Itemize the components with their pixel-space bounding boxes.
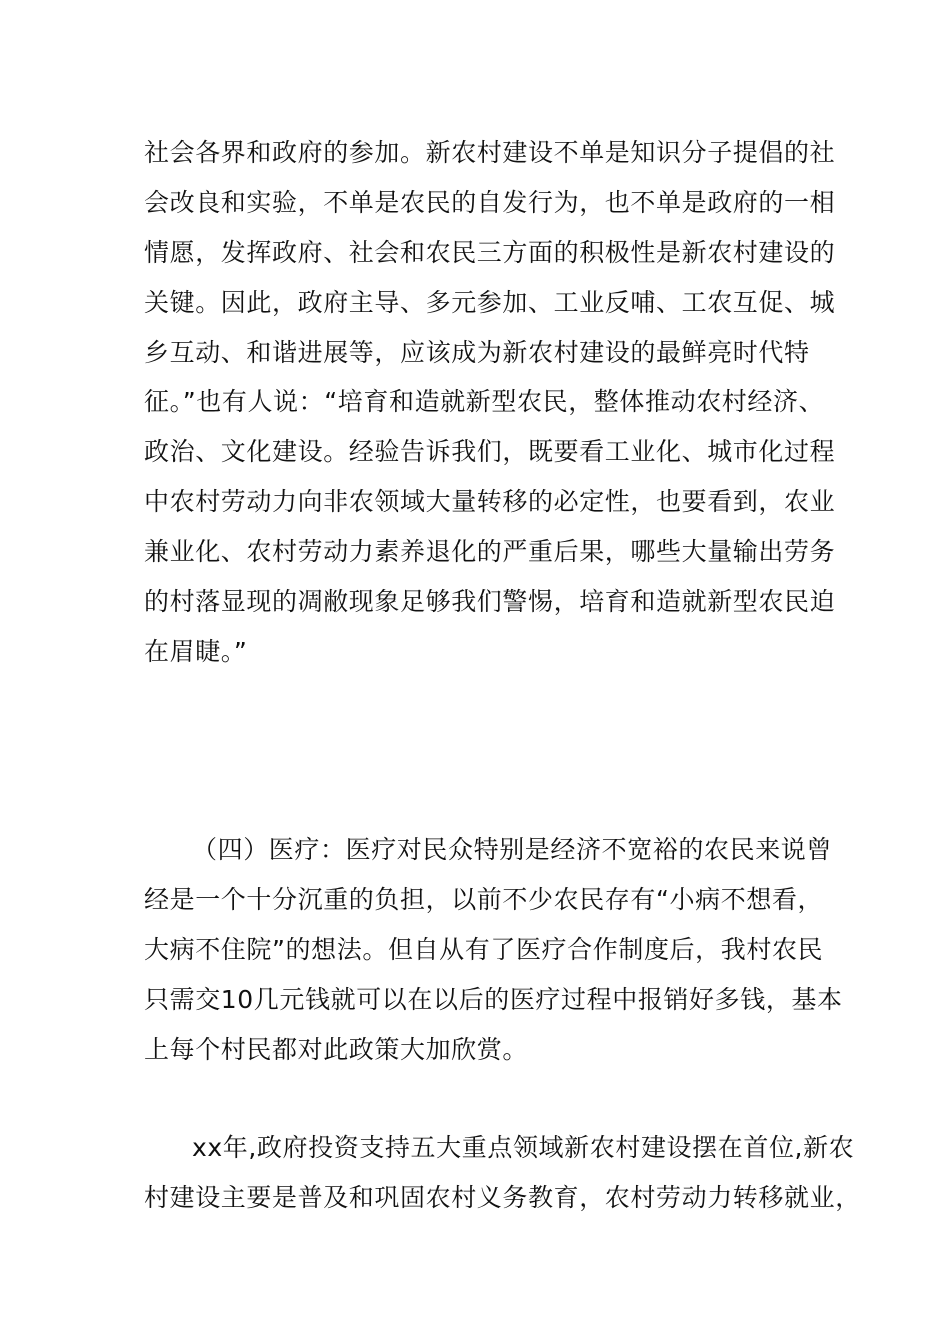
text-line: （四）医疗：医疗对民众特别是经济不宽裕的农民来说曾 xyxy=(192,835,833,864)
text-line: 大病不住院”的想法。但自从有了医疗合作制度后，我村农民 xyxy=(144,935,824,964)
text-line: 政治、文化建设。经验告诉我们，既要看工业化、城市化过程 xyxy=(144,437,836,466)
text-line: 只需交10几元钱就可以在以后的医疗过程中报销好多钱，基本 xyxy=(144,985,843,1014)
text-line: 关键。因此，政府主导、多元参加、工业反哺、工农互促、城 xyxy=(144,288,836,317)
text-line: 中农村劳动力向非农领域大量转移的必定性，也要看到，农业 xyxy=(144,487,836,516)
text-line: 上每个村民都对此政策大加欣赏。 xyxy=(144,1035,529,1064)
text-line: 征。”也有人说：“培育和造就新型农民，整体推动农村经济、 xyxy=(144,387,825,416)
text-line: 乡互动、和谐进展等，应该成为新农村建设的最鲜亮时代特 xyxy=(144,338,810,367)
text-line: 经是一个十分沉重的负担，以前不少农民存有“小病不想看， xyxy=(144,885,824,914)
text-line: 在眉睫。” xyxy=(144,637,248,666)
text-line: xx年,政府投资支持五大重点领域新农村建设摆在首位,新农 xyxy=(192,1133,855,1162)
text-line: 兼业化、农村劳动力素养退化的严重后果，哪些大量输出劳务 xyxy=(144,537,836,566)
text-line: 会改良和实验，不单是农民的自发行为，也不单是政府的一相 xyxy=(144,188,836,217)
text-line: 社会各界和政府的参加。新农村建设不单是知识分子提倡的社 xyxy=(144,138,836,167)
text-line: 情愿，发挥政府、社会和农民三方面的积极性是新农村建设的 xyxy=(144,238,836,267)
text-line: 的村落显现的凋敝现象足够我们警惕，培育和造就新型农民迫 xyxy=(144,587,836,616)
text-line: 村建设主要是普及和巩固农村义务教育，农村劳动力转移就业， xyxy=(144,1183,861,1212)
